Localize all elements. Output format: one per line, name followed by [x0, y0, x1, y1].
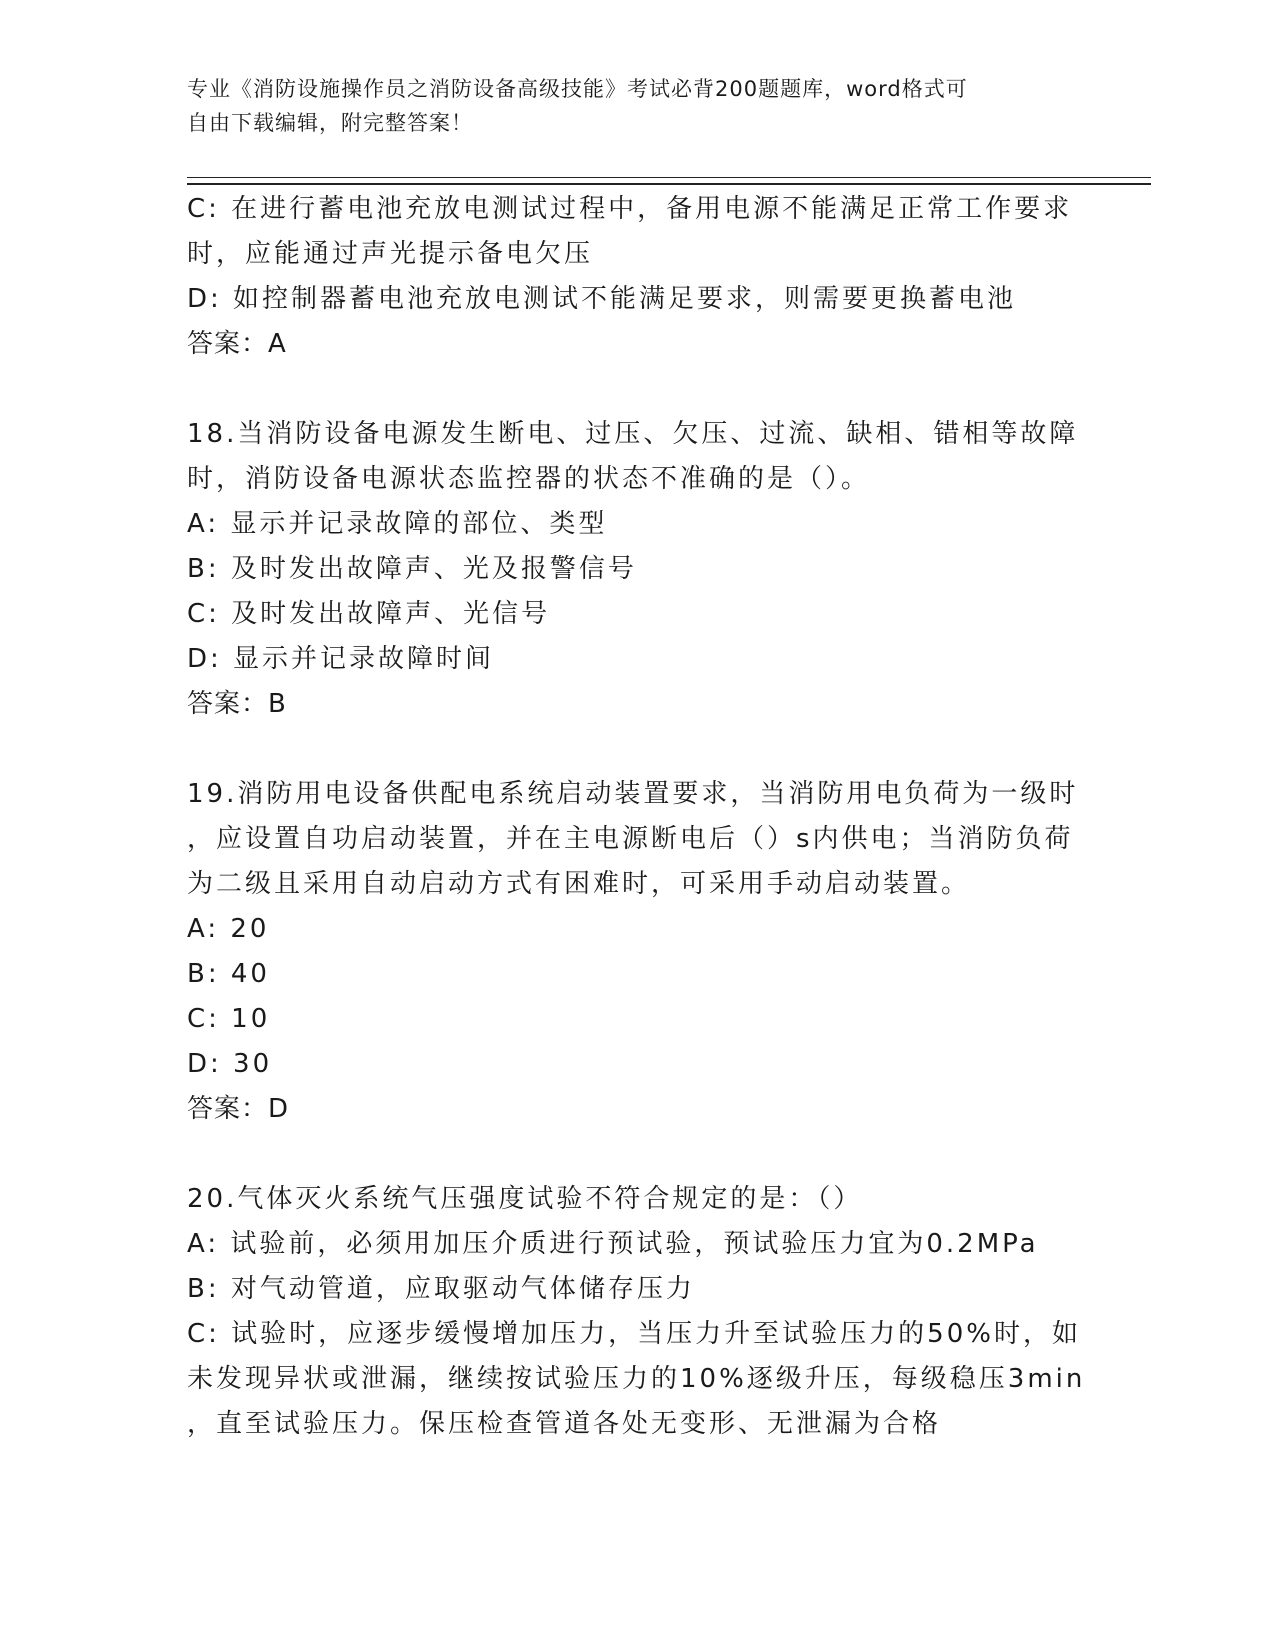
answer-18: 答案：B — [187, 689, 287, 719]
option-c-line-3: ，直至试验压力。保压检查管道各处无变形、无泄漏为合格 — [187, 1409, 942, 1439]
answer-19: 答案：D — [187, 1094, 290, 1124]
option-c: C: 及时发出故障声、光信号 — [187, 599, 551, 629]
option-c-line-1: C: 试验时，应逐步缓慢增加压力，当压力升至试验压力的50%时，如 — [187, 1319, 1081, 1349]
answer-17: 答案：A — [187, 329, 287, 359]
option-c: C: 10 — [187, 1004, 271, 1034]
option-b: B: 及时发出故障声、光及报警信号 — [187, 554, 637, 584]
header-title-line-2: 自由下载编辑，附完整答案！ — [187, 111, 473, 135]
option-b: B: 对气动管道，应取驱动气体储存压力 — [187, 1274, 695, 1304]
option-a: A: 试验前，必须用加压介质进行预试验，预试验压力宜为0.2MPa — [187, 1229, 1039, 1259]
question-stem-line: ，应设置自功启动装置，并在主电源断电后（）s内供电；当消防负荷 — [187, 824, 1074, 854]
question-stem-line: 20.气体灭火系统气压强度试验不符合规定的是：（） — [187, 1184, 863, 1214]
option-d: D: 30 — [187, 1049, 273, 1079]
question-19 — [187, 772, 1087, 1132]
option-c-line-1: C: 在进行蓄电池充放电测试过程中，备用电源不能满足正常工作要求 — [187, 194, 1073, 224]
option-a: A: 显示并记录故障的部位、类型 — [187, 509, 608, 539]
option-b: B: 40 — [187, 959, 270, 989]
option-a: A: 20 — [187, 914, 270, 944]
question-stem-line: 18.当消防设备电源发生断电、过压、欠压、过流、缺相、错相等故障 — [187, 419, 1079, 449]
option-d: D: 如控制器蓄电池充放电测试不能满足要求，则需要更换蓄电池 — [187, 284, 1017, 314]
question-stem-line: 19.消防用电设备供配电系统启动装置要求，当消防用电负荷为一级时 — [187, 779, 1079, 809]
question-17-continued — [187, 187, 1087, 367]
header-title-line-1: 专业《消防设施操作员之消防设备高级技能》考试必背200题题库，word格式可 — [187, 77, 968, 101]
header-divider — [187, 177, 1151, 185]
question-stem-line: 为二级且采用自动启动方式有困难时，可采用手动启动装置。 — [187, 869, 971, 899]
question-stem-line: 时，消防设备电源状态监控器的状态不准确的是（）。 — [187, 464, 871, 494]
question-20 — [187, 1177, 1087, 1447]
document-body — [187, 187, 1087, 1447]
page-header — [187, 72, 1087, 140]
option-c-line-2: 未发现异状或泄漏，继续按试验压力的10%逐级升压，每级稳压3min — [187, 1364, 1086, 1394]
option-c-line-2: 时，应能通过声光提示备电欠压 — [187, 239, 594, 269]
option-d: D: 显示并记录故障时间 — [187, 644, 495, 674]
question-18 — [187, 412, 1087, 727]
